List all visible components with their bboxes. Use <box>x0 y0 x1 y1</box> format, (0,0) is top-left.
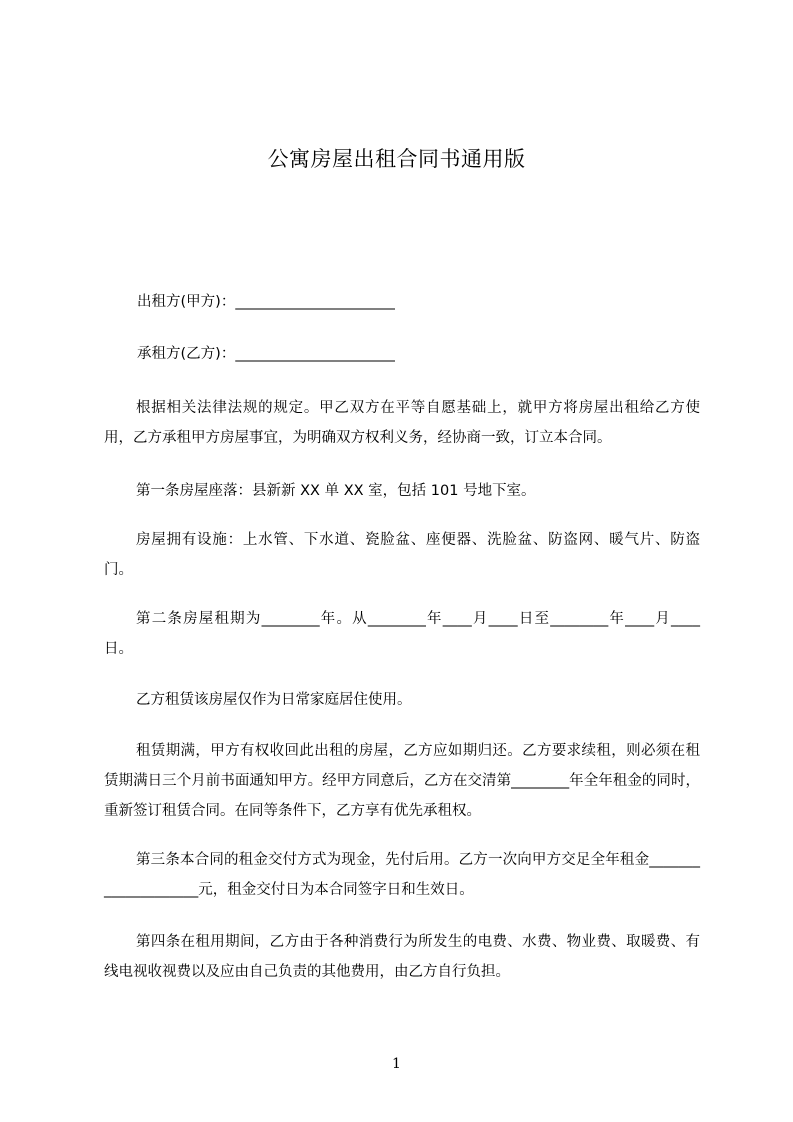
document-title: 公寓房屋出租合同书通用版 <box>267 147 526 171</box>
article-4-expenses: 第四条在租用期间，乙方由于各种消费行为所发生的电费、水费、物业费、取暖费、有线电视收视费以及应由自己负责的其他费用，由乙方自行负担。 <box>104 934 700 980</box>
preamble-paragraph: 根据相关法律法规的规定。甲乙双方在平等自愿基础上，就甲方将房屋出租给乙方使用，乙方承租甲方房屋事宜，为明确双方权利义务，经协商一致，订立本合同。 <box>104 400 700 446</box>
usage-paragraph: 乙方租赁该房屋仅作为日常家庭居住使用。 <box>136 692 412 708</box>
article-2-lease-term: 第二条房屋租期为________年。从________年____月____日至________年____月____日。 <box>104 611 700 657</box>
facilities-paragraph: 房屋拥有设施：上水管、下水道、瓷脸盆、座便器、洗脸盆、防盗网、暖气片、防盗门。 <box>104 532 700 578</box>
lessor-field: 出租方(甲方)：______________________ <box>137 294 395 310</box>
article-1-location: 第一条房屋座落：县新新 XX 单 XX 室，包括 101 号地下室。 <box>136 483 536 499</box>
lessee-field: 承租方(乙方)：______________________ <box>137 346 395 362</box>
renewal-paragraph: 租赁期满，甲方有权收回此出租的房屋，乙方应如期归还。乙方要求续租，则必须在租赁期满日三个月前书面通知甲方。经甲方同意后，乙方在交清第________年全年租金的同时，重新签订租赁合同。在同等条件下，乙方享有优先承租权。 <box>104 743 700 819</box>
article-3-rent-payment: 第三条本合同的租金交付方式为现金，先付后用。乙方一次向甲方交足全年租金____________________元，租金交付日为本合同签字日和生效日。 <box>104 852 700 898</box>
page-number: 1 <box>392 1056 401 1072</box>
